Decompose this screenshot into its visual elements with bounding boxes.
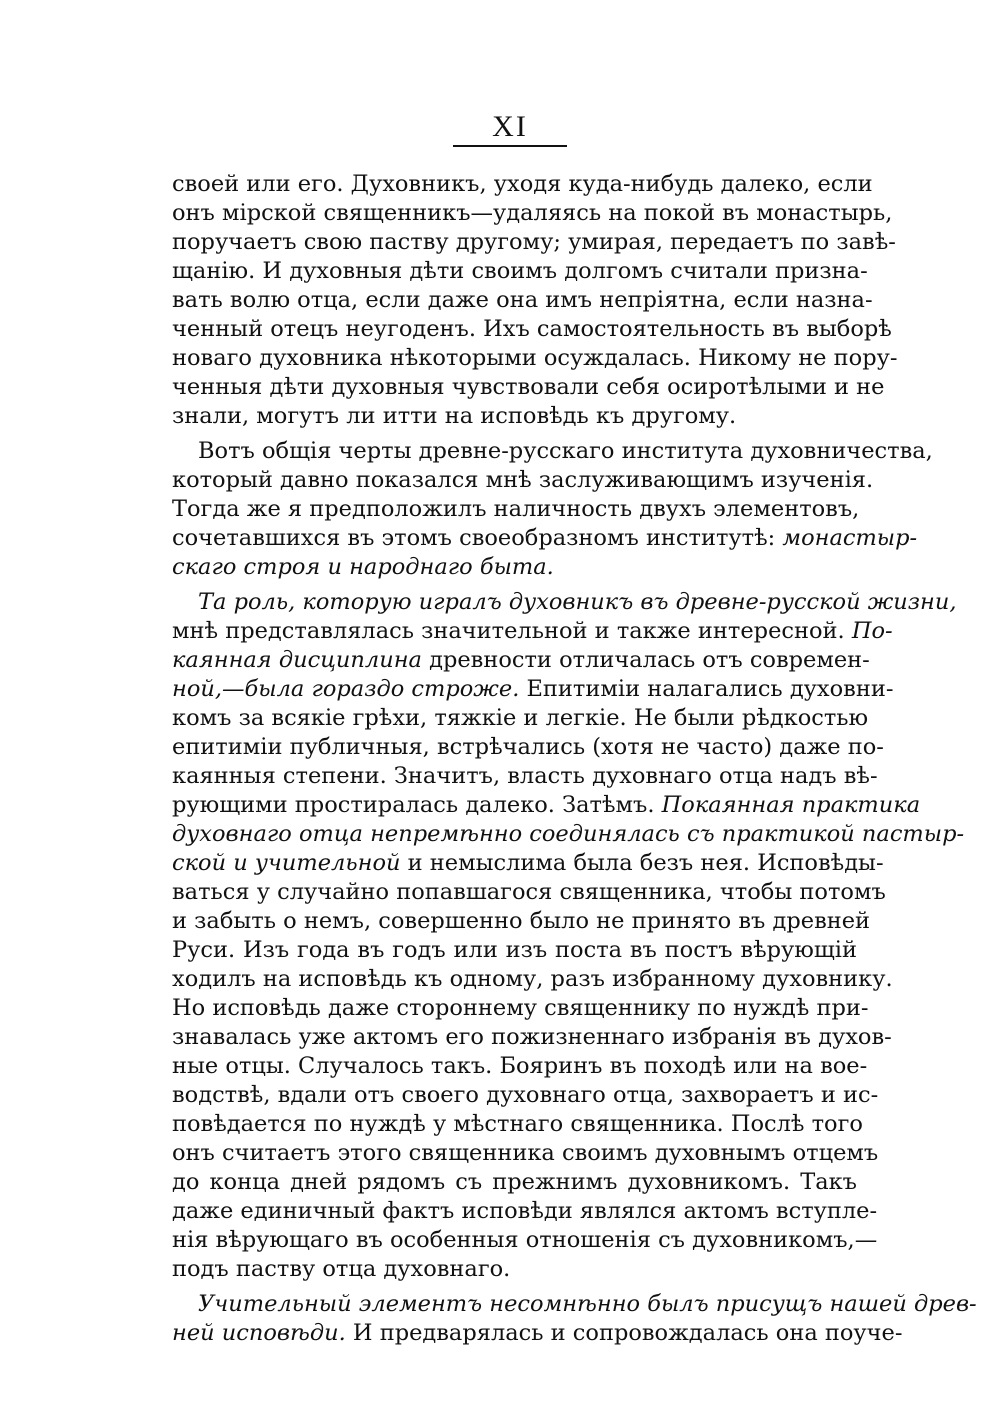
text-line: [172, 1023, 892, 1052]
text-line: [172, 315, 892, 344]
text-span: рующими простиралась далеко. Затѣмъ.: [172, 792, 662, 818]
italic-text: По-: [851, 618, 893, 644]
text-line: [198, 1290, 977, 1319]
text-span: щанію. И духовныя дѣти своимъ долгомъ считали призна-: [172, 258, 868, 284]
text-span: комъ за всякіе грѣхи, тяжкіе и легкіе. Не были рѣдкостью: [172, 705, 869, 731]
text-span: онъ считаетъ этого священника своимъ духовнымъ отцемъ: [172, 1140, 879, 1166]
text-line: [172, 257, 868, 286]
text-span: ченныя дѣти духовныя чувствовали себя осиротѣлыми и не: [172, 374, 885, 400]
text-span: и немыслима была безъ нея. Исповѣды-: [400, 850, 884, 876]
text-span: который давно показался мнѣ заслуживающимъ изученія.: [172, 467, 874, 493]
text-span: И предварялась и сопровождалась она поуче-: [345, 1320, 903, 1346]
text-span: до конца дней рядомъ съ прежнимъ духовникомъ. Такъ: [172, 1169, 857, 1195]
text-line: [172, 936, 857, 965]
text-line: [172, 1255, 857, 1284]
text-span: Руси. Изъ года въ годъ или изъ поста въ постъ вѣрующій: [172, 937, 857, 963]
text-line: [172, 1168, 857, 1197]
text-line: [198, 588, 957, 617]
text-span: епитиміи публичныя, встрѣчались (хотя не часто) даже по-: [172, 734, 884, 760]
text-line: [172, 762, 878, 791]
text-line: [172, 495, 860, 524]
text-line: [172, 402, 857, 431]
text-span: ходилъ на исповѣдь къ одному, разъ избранному духовнику.: [172, 966, 893, 992]
text-line: [172, 228, 896, 257]
text-line: [172, 704, 869, 733]
text-span: новаго духовника нѣкоторыми осуждалась. Никому не пору-: [172, 345, 898, 371]
text-line: [172, 1110, 863, 1139]
text-span: древности отличалась отъ современ-: [421, 647, 870, 673]
text-span: даже единичный фактъ исповѣди являлся актомъ вступле-: [172, 1198, 878, 1224]
text-line: [172, 466, 874, 495]
text-span: вать волю отца, если даже она имъ непріятна, если назна-: [172, 287, 873, 313]
text-line: [172, 1197, 878, 1226]
text-line: [172, 994, 869, 1023]
text-line: [172, 675, 894, 704]
text-span: знавалась уже актомъ его пожизненнаго избранія въ духов-: [172, 1024, 892, 1050]
text-line: [172, 1319, 903, 1348]
text-span: мнѣ представлялась значительной и также интересной.: [172, 618, 852, 644]
text-span: поручаетъ свою паству другому; умирая, передаетъ по завѣ-: [172, 229, 896, 255]
text-line: [172, 907, 871, 936]
text-span: ваться у случайно попавшагося священника, чтобы потомъ: [172, 879, 886, 905]
text-span: Вотъ общія черты древне-русскаго института духовничества,: [198, 438, 933, 464]
italic-text: каянная дисциплина: [172, 647, 422, 673]
italic-text: духовнаго отца непремѣнно соединялась съ практикой пастыр-: [172, 821, 965, 847]
text-line: [172, 646, 870, 675]
text-line: [198, 437, 933, 466]
text-line: [172, 820, 965, 849]
text-span: подъ паству отца духовнаго.: [172, 1256, 511, 1282]
text-line: [172, 373, 885, 402]
text-line: [172, 553, 857, 582]
page-number: XI: [492, 110, 528, 143]
italic-text: Покаянная практика: [661, 792, 921, 818]
text-line: [172, 849, 884, 878]
text-line: [172, 1081, 879, 1110]
text-span: сочетавшихся въ этомъ своеобразномъ институтѣ:: [172, 525, 783, 551]
text-span: повѣдается по нуждѣ у мѣстнаго священника. Послѣ того: [172, 1111, 863, 1137]
text-line: [172, 170, 873, 199]
text-span: Но исповѣдь даже стороннему священнику по нуждѣ при-: [172, 995, 869, 1021]
text-line: [172, 1226, 878, 1255]
text-span: ченный отецъ неугоденъ. Ихъ самостоятельность въ выборѣ: [172, 316, 892, 342]
text-span: знали, могутъ ли итти на исповѣдь къ другому.: [172, 403, 737, 429]
italic-text: ской и учительной: [172, 850, 401, 876]
italic-text: Та роль, которую игралъ духовникъ въ древне-русской жизни,: [198, 589, 957, 615]
text-line: [172, 199, 893, 228]
text-line: [172, 524, 918, 553]
text-line: [172, 1139, 879, 1168]
italic-text: ной,—была гораздо строже.: [172, 676, 520, 702]
italic-text: ней исповѣди.: [172, 1320, 346, 1346]
text-line: [172, 286, 873, 315]
text-line: [172, 344, 898, 373]
text-span: каянныя степени. Значитъ, власть духовнаго отца надъ вѣ-: [172, 763, 878, 789]
italic-text: монастыр-: [782, 525, 918, 551]
italic-text: Учительный элементъ несомнѣнно былъ присущъ нашей древ-: [198, 1291, 977, 1317]
text-span: онъ мірской священникъ—удаляясь на покой въ монастырь,: [172, 200, 893, 226]
text-span: водствѣ, вдали отъ своего духовнаго отца, захвораетъ и ис-: [172, 1082, 879, 1108]
text-span: Тогда же я предположилъ наличность двухъ элементовъ,: [172, 496, 860, 522]
text-span: нія вѣрующаго въ особенныя отношенія съ духовникомъ,—: [172, 1227, 878, 1253]
text-line: [172, 791, 921, 820]
text-span: ные отцы. Случалось такъ. Бояринъ въ походѣ или на вое-: [172, 1053, 868, 1079]
text-span: Епитиміи налагались духовни-: [519, 676, 894, 702]
text-span: своей или его. Духовникъ, уходя куда-нибудь далеко, если: [172, 171, 873, 197]
text-line: [172, 965, 893, 994]
text-line: [172, 1052, 868, 1081]
text-span: и забыть о немъ, совершенно было не принято въ древней: [172, 908, 871, 934]
text-line: [172, 878, 886, 907]
text-line: [172, 733, 884, 762]
text-line: [172, 617, 893, 646]
italic-text: скаго строя и народнаго быта.: [172, 554, 554, 580]
header-rule: [453, 145, 567, 147]
